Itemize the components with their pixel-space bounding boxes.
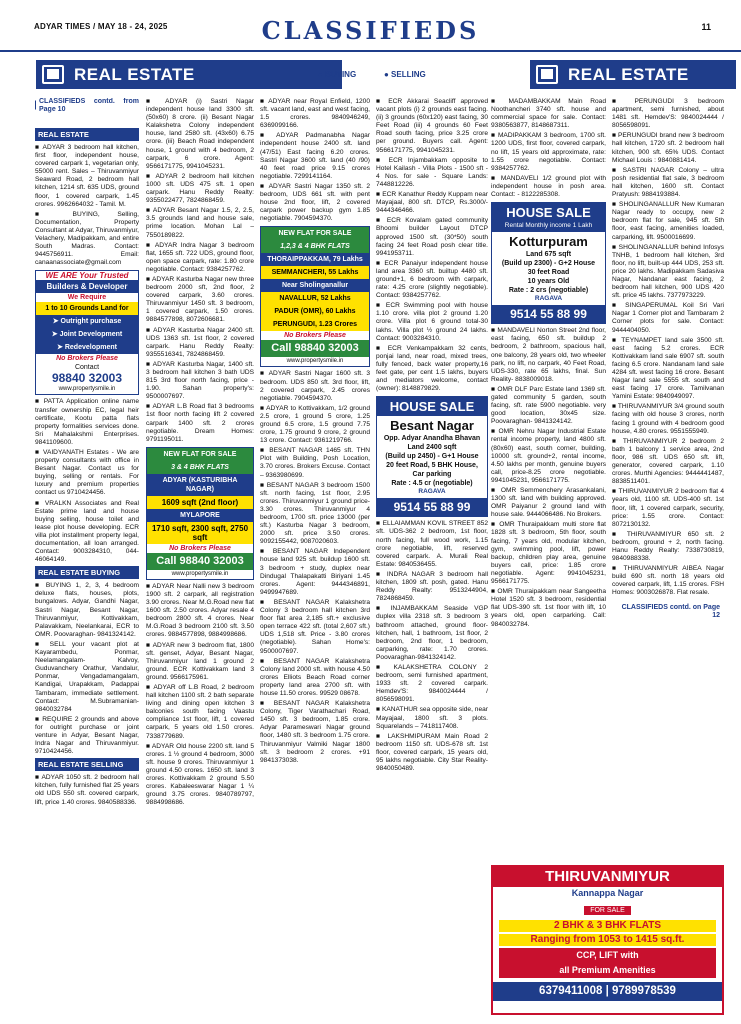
column-4 <box>376 98 488 1013</box>
ad-subheading: Kannappa Nagar <box>571 888 644 898</box>
ad-line: No Brokers Please <box>169 544 231 552</box>
classified-ad: ■ THIRUVANMIYUR 650 sft. 2 bedroom, ground + 2, north facing. Hanu Reddy Realty: 7338730819, 9840988338. <box>612 530 724 563</box>
ad-line: Rate : 2 crs (negotiable) <box>508 287 589 295</box>
classified-ad: ■ ADYAR 3 bedroom hall kitchen, first floor, independent house, covered carpark 1, vegetarian only, 55000 rent. Sales – Thiruvanmiyur Seaward Road, 2 bedroom hall kitchen, 1214 sft. 635 UDS, ground floor, 1 covered carpark, 1.45 crores. 9962664032 - Tamil. M. <box>35 144 139 208</box>
for-sale-tag: FOR SALE <box>584 906 631 915</box>
classified-ad: ■ MADAMBAKKAM Main Road Noothancheri 3740 sft. house and commercial space for sale. Contact: 9380563877, 8148687311. <box>491 98 606 130</box>
ad-phone: Call 98840 32003 <box>261 340 369 357</box>
classified-ad: ■ SELL your vacant plot at Kayarambedu, Ponmar, Neelamangalam- Kalvoy, Guduvanchery Orathur, Vandalur, Ponmar, Vengadamangalam, Kandigai, Urapakkam, Padappai Tambaram, immediate settlement. Contact: M.Subramanian- 9840032784 <box>35 640 139 713</box>
classified-ad: ■ ECR Venkampakkam 32 cents, ponjai land, near road, mixed trees, fully fenced, back water property,16 feet gate, per cent 1.5 lakhs, buyers and mediators welcome, contact (owner): 8148879829. <box>376 344 488 393</box>
ad-line: We Require <box>67 294 107 302</box>
ad-line: NAVALLUR, 52 Lakhs <box>261 292 369 305</box>
classified-ad: ■ ADYAR Kasturba Nagar 2400 sft. UDS 1363 sft. 1st floor, 2 covered carpark. Hanu Reddy Realty: 9355516341, 7824868459. <box>146 326 254 358</box>
classified-ad: ■ OMR Nehru Nagar Industrial Estate rental income property, land 4800 sft. (80x60) east, south corner, building, 10000 sft. ground+2, rental income, 4.50 lakhs per month, genuine buyers call, price-8.25 crore negotiable. 9941045231, 9566171775. <box>491 428 606 484</box>
column-2 <box>146 98 254 1013</box>
section-real-estate: REAL ESTATE <box>35 128 139 141</box>
house-sale-besant-nagar-ad <box>376 396 488 517</box>
classified-ad: ■ ADYAR Old house 2200 sft. land 5 crores. 1 ½ ground 4 bedroom, 3000 sft. house 9 crores. Thiruvanmiyur 1 ground 4.50 crores. 1650 sft. land 3 crores. Kottivakkam 2 ground 5.50 crores. Kabaleeswarar Nagar 1 ¼ ground 3.75 crores. 9840789797, 9884998686. <box>146 742 254 807</box>
classified-ad: ■ PATTA Application online name transfer ownership EC, legal heir certificate, Kootu patta flats property formalities services done. Sri Mahalakshmi Enterprises. 9841109600. <box>35 398 139 446</box>
classified-ad: ■ ADYAR (i) Sastri Nagar independent house land 3300 sft. (50x60) 8 crore. (ii) Besant Nagar Kalakshetra Colony independent house, land 2580 sft. (43x60) 6.75 crore. (iii) Beach Road independent house, 1 ground with 4 bedroom, 2 carpark, 6 crore. Agent: 9566171775, 9941045231. <box>146 98 254 170</box>
real-estate-band-left <box>36 60 342 89</box>
section-selling: REAL ESTATE SELLING <box>35 758 139 771</box>
ad-agent: RAGAVA <box>534 295 563 303</box>
masthead <box>0 0 741 52</box>
classified-ad: ■ SINGAPERUMAL Koil Sri Vari Nagar 1 Corner plot and Tambaram 2 Corner plots for sale. Contact: 9444404050. <box>612 302 724 334</box>
ad-line: Land 2400 sqft <box>407 444 457 452</box>
ad-line: Near Sholinganallur <box>261 279 369 292</box>
ad-line: THORAIPPAKKAM, 79 Lakhs <box>261 253 369 266</box>
band-label-left: REAL ESTATE <box>74 65 195 84</box>
classified-ad: ■ KALAKSHETRA COLONY 2 bedroom, semi furnished apartment, 1933 sft. 2 covered carpark. Hemdev'S: 9840024444 / 8056598091. <box>376 663 488 704</box>
ad-line: (Build up 2450) - G+1 House <box>385 453 479 461</box>
classified-ad: ■ ADYAR Kasturba Nagar new three bedroom 2000 sft, 2nd floor, 2 covered carpark, 3.60 crores. Thiruvanmiyur 1450 sft. 3 bedroom, 1 covered carpark, 1.50 crores. 9884577898, 8072606681. <box>146 275 254 324</box>
classified-ad: ■ BESANT NAGAR 3 bedroom 1500 sft. north facing, 1st floor, 2.95 crores. Thiruvanmiyur 1 ground price-3.30 crores. Thiruvanmiyur 4 bedroom, 1700 sft. price 13000 (per sft.) Kasturba Nagar 3 bedroom, 2000 sft. price 3.50 crores. 9092155442, 9087020603. <box>260 481 370 546</box>
classified-ad: ■ OMR Thuraipakkam near Sangeetha Hotel 1520 sft. 3 bedroom, residential flat UDS-390 sft. 1st floor with lift, 10 years old, open carparking. Call: 9840032784. <box>491 588 606 628</box>
column-1 <box>35 98 139 1013</box>
ad-line: 10 years Old <box>527 278 570 286</box>
ad-line: ADYAR (KASTURIBHA NAGAR) <box>147 474 253 496</box>
classified-ad: ■ ADYAR new 3 bedroom flat, 1800 sft. genset, Adyar, Besant Nagar, Thiruvanmiyur land 1 ground 2 ground. ECR Kottivakkam land 3 ground. 9566175961. <box>146 641 254 681</box>
ad-line: 2 BHK & 3 BHK FLATS <box>499 920 716 932</box>
classified-ad: ■ ECR Injambakkam opposite to Hotel Kailash - Villa Plots - 1500 sft - 4 Nos. for sale - Square Lands: 7448812226. <box>376 156 488 188</box>
ad-line: 30 feet Road <box>527 269 570 277</box>
classified-ad: ■ MANDAVELI Norton Street 2nd floor, east facing, 650 sft. buildup 2 bedroom, 2 bathroom, spacious hall, one balcony, 28 years old, two wheeler park, no lift, no carpark, 40 Feet Road, UDS-330, rate 65 lakhs, final. Sun Reality- 8838009018. <box>491 327 606 383</box>
selling-tag: ● SELLING <box>384 70 426 79</box>
classified-ad: ■ ADYAR Near Nalli new 3 bedroom 1900 sft. 2 carpark, all registration 3.90 crores. Near M.G.Road new flat 1600 sft. 2.50 crores. Adyar resale 4 bedroom 2800 sft. 4 crores. Near M.G.Road 3 bedroom 2100 sft. 3.50 crores. 9884577898, 9884998686. <box>146 582 254 639</box>
ad-heading: THIRUVANMIYUR <box>493 867 722 887</box>
classified-ad: ■ SHOLINGANALLUR behind Infosys TNHB, 1 bedroom hall kitchen, 3rd floor, no lift, built-up 444 UDS, 253 sft. price 20 lakhs. Madipakkam Sadasiva Nagar, Nandanar east facing, 2 bedroom hall kitchen, 900 UDS 420 sft. price 45 lakhs. 7377973229. <box>612 243 724 300</box>
classified-ad: ■ ECR Kovalam gated community Bhoomi builder Layout DTCP approved 1500 sft. (30*50) south facing 24 feet Road posh clear title. 9941953711. <box>376 217 488 257</box>
ad-line: Contact <box>74 364 100 372</box>
classified-ad: ■ BESANT NAGAR Kalakshetra Colony, Tiger Varathachari Road, 1450 sft. 3 bedroom, 1.85 crore. Adyar Parameswari Nagar ground floor, 1480 sft. 3 bedroom 1.75 crore. Thiruvanmiyur Valmiki Nagar 1800 sft. 3 bedroom 2 crores. +91 9841373038. <box>260 700 370 764</box>
classified-ad: ■ ECR Swimming pool with house 1.10 crore. villa plot 2 ground 1.20 crore. Villa plot 6 ground total-30 lakhs. Villa plot ½ ground 24 lakhs. Contact: 9003284310. <box>376 302 488 342</box>
contd-from-note: CLASSIFIEDS contd. from Page 10 <box>35 98 139 114</box>
new-flat-omr-display-ad <box>260 226 370 367</box>
classified-ad: ■ MANDAVELI 1/2 ground plot with independent house in posh area. Contact: - 8122285308. <box>491 174 606 199</box>
column-6 <box>612 98 724 858</box>
classified-ad: ■ ADYAR L.B Road flat 3 bedrooms 1st floor north facing lift 2 covered carpark 1400 sft. 2 crores negotiable. Dream Homes: 9791195011. <box>146 403 254 443</box>
classified-ad: ■ THIRUVANMIYUR 2 bedroom 2 bath 1 balcony 1 service area, 2nd floor, 986 sft. UDS 650 sft. lift, generator, covered carpark, 1.10 crores. Murthi Agencies: 9444441487, 8838511401. <box>612 437 724 486</box>
ad-line: Ranging from 1053 to 1415 sq.ft. <box>499 934 716 946</box>
classified-ad: ■ BESANT NAGAR Kalakshetra Colony land 2000 sft. with house 4.50 crores Elliots Beach Road corner property land area 2700 sft. with house 11.50 crores. 99529 08678. <box>260 657 370 697</box>
ad-line: 3 & 4 BHK FLATS <box>147 461 253 474</box>
ad-phone: 9514 55 88 99 <box>492 305 605 323</box>
classified-ad: ■ ADYAR 2 bedroom hall kitchen 1000 sft. UDS 475 sft. 1 open carpark. Hanu Reddy Realty: 9355022477, 7824868459. <box>146 172 254 205</box>
classified-ad: ■ TEYNAMPET land sale 3500 sft. east facing 5.2 crores. ECR Kottivakkam land sale 6907 sft. south facing 6.5 crore. Nandanam land sale 4284 sft. west facing 16 crore. Besant Nagar land sale 5555 sft. south and east facing 17 crore. Tamilvanan Yamini Estate: 9840949097. <box>612 336 724 401</box>
ad-line: Builders & Developer <box>36 280 138 293</box>
section-title: CLASSIFIEDS <box>261 16 480 45</box>
classified-ad: ■ BUYING, Selling, Documentation, Property Consultant at Adyar, Thiruvanmiyur, Velachery, Madipakkam, and entire South Madras. Contact: 9445756911. Email: canaanassociate@gmail.com <box>35 210 139 267</box>
ad-website: www.propertysmile.in <box>58 386 116 393</box>
ad-line: 1 to 10 Grounds Land for <box>36 302 138 315</box>
classified-ad: ■ ECR Akkarai Seacliff approved vacant plots (i) 2 grounds east facing. (ii) 3 grounds (60x120) east facing, 30 Feet Road (iii) 4 grounds 60 Feet Road south facing, price 3.25 crore per ground. Buyers call. Agent: 9566171775, 9941045231. <box>376 98 488 154</box>
ad-line: 1,2,3 & 4 BHK FLATS <box>261 240 369 253</box>
column-3 <box>260 98 370 1013</box>
ad-line: NEW FLAT FOR SALE <box>261 227 369 240</box>
ad-line: SEMMANCHERI, 55 Lakhs <box>261 266 369 279</box>
classified-ad: ■ BESANT NAGAR Independent house land 925 sft. buildup 1600 sft. 3 bedroom + study, duplex near Dindugal Thalapakatti Biriyani 1.45 crores. Agent: 9444346891, 9499947689. <box>260 548 370 596</box>
classified-ad: ■ KANATHUR sea opposite side, near Mayajaal, 1800 sft. 3 plots. Squarelands – 7418117408. <box>376 706 488 730</box>
classified-ad: ■ ADYAR Kasturba Nagar, 1400 sft. 3 bedroom hall kitchen 3 bath UDS 815 3rd floor north facing, price - 1.90. Sahan property's: 9500007697. <box>146 360 254 401</box>
classified-ad: ■ MADIPAKKAM 3 bedroom, 1700 sft. 1200 UDS, first floor, covered carpark, no lift, 15 years old approximate, rate: 1.55 crore negotiable. Contact: 9384257762. <box>491 132 606 172</box>
page-number: 11 <box>701 22 711 32</box>
ad-line: Opp. Adyar Anandha Bhavan <box>383 435 481 443</box>
section-buying: REAL ESTATE BUYING <box>35 566 139 579</box>
classified-ad: ■ ECR Panaiyur independent house land area 3360 sft. builtup 4480 sft. ground+1, 6 bedroom with carpark, rate: 4.25 crore (slightly negotiable). Contact: 9384257762. <box>376 259 488 300</box>
classified-ad: ■ THIRUVANMIYUR AIBEA Nagar build 690 sft. north 18 years old covered carpark, lift, 1.15 crores. FSH Homes: 9003026878. Flat resale. <box>612 565 724 597</box>
classified-ad: ■ SASTRI NAGAR Colony – ultra posh residential flat sale, 3 bedroom hall kitchen, 1600 sft. Contact Pratyush: 9884193884. <box>612 166 724 199</box>
classified-ad: ■ ELLAIAMMAN KOVIL STREET 852 sft. UDS-362 2 bedroom, 1st floor, north facing, full wood work, 1.15 crore negotiable, lift, reserved covered carpark. A. Murali Real Estate: 9840536455. <box>376 520 488 568</box>
buying-tag: ● BUYING <box>318 70 357 79</box>
house-sale-kotturpuram-ad <box>491 202 606 324</box>
ad-phone: 6379411008 | 9789978539 <box>493 982 722 1001</box>
ad-line: ➤ Outright purchase <box>36 315 138 328</box>
classified-ad: ■ SHOLINGANALLUR New Kumaran Nagar ready to occupy, new 2 bedroom flat for sale, 945 sft. 5th floor, east facing, amenities loaded, carparking, lift. 9500016699. <box>612 201 724 241</box>
ad-line: PERUNGUDI, 1.23 Crores <box>261 318 369 331</box>
classified-ad: ■ PERUNGUDI brand new 3 bedroom hall kitchen, 1720 sft. 2 bedroom hall kitchen, 900 sft. 65% UDS. Contact Michael Louis : 9840881414. <box>612 132 724 164</box>
ad-phone: 9514 55 88 99 <box>377 498 487 516</box>
ad-line: WE ARE Your Trusted <box>45 271 129 281</box>
thiruvanmiyur-flats-display-ad <box>491 865 724 1015</box>
ad-line: Car parking <box>412 471 452 479</box>
classified-ad: ■ VAIDYANATH Estates - We are property consultants with office in Besant Nagar. Contact us for buying, selling or rentals. For luxury and premium properties contact us 9710424456. <box>35 448 139 497</box>
ad-line: 1609 sqft (2nd floor) <box>147 496 253 509</box>
classified-ad: ■ BESANT NAGAR Kalakshetra Colony 3 bedroom hall kitchen 3rd floor flat area 2,185 sft.+ exclusive open terrace 422 sft. (total 2,607 sft.) UDS 1,518 sft. Price - 3.80 crores (negotiable). Sahan Home's: 9500007697. <box>260 598 370 655</box>
ad-line: (Build up 2300) - G+2 House <box>501 260 596 268</box>
classified-ad: ■ THIRUVANMIYUR 3/4 ground south facing with old house 3 crores, north facing 1 ground with 4 bedroom good house, 4.80 crores. 9551555949. <box>612 403 724 435</box>
ad-line: 20 feet Road, 5 BHK House, <box>386 462 478 470</box>
classified-ad: ■ OMR DLF Parc Estate land 1369 sft. gated community 5 garden, south facing, sft. rate 5900 negotiable. very good location, 30x45 size. Poovaraghan- 9841324142. <box>491 385 606 426</box>
ad-phone: Call 98840 32003 <box>147 553 253 570</box>
ad-line: all Premium Amenities <box>499 963 716 978</box>
ad-line: NEW FLAT FOR SALE <box>147 448 253 461</box>
ad-line: 1710 sqft, 2300 sqft, 2750 sqft <box>147 522 253 544</box>
ad-phone: 98840 32003 <box>51 371 123 386</box>
ad-website: www.propertysmile.in <box>286 358 344 365</box>
classified-ad: ■ INDRA NAGAR 3 bedroom hall kitchen, 1809 sft. posh, gated. Hanu Reddy Realty: 9513244904, 7824868459. <box>376 570 488 603</box>
ad-line: PADUR (OMR), 60 Lakhs <box>261 305 369 318</box>
classified-ad: ■ OMR Thuraipakkam multi store flat 1828 sft. 3 bedroom, 5th floor, south facing, 7 years old, modular kitchen, gym, swimming pool, lift, power backup, children play area, genuine buyers call, price: 1.85 crore negotiable. Agent: 9941045231, 9566171775. <box>491 521 606 586</box>
ad-line: Land 675 sqft <box>525 251 572 259</box>
ad-location: Kotturpuram <box>509 234 588 250</box>
house-icon <box>42 65 64 84</box>
classified-ad: ■ PERUNGUDI 3 bedroom apartment, semi furnished, about 1481 sft. Hemdev'S: 9840024444 / 8056598091. <box>612 98 724 130</box>
classified-ad: ■ ADYAR Sastri Nagar 1350 sft. 2 bedroom, UDS 661 sft. with pent house 2nd floor, lift, 2 covered carpark power backup gym 1.85 negotiable. 7904594370. <box>260 182 370 223</box>
ad-line: ➤ Redevelopment <box>36 341 138 354</box>
ad-heading: HOUSE SALE <box>492 203 605 222</box>
ad-line: No Brokers Please <box>284 332 346 340</box>
ad-line: Rate : 4.5 cr (negotiable) <box>391 480 473 488</box>
ad-line: ➤ Joint Development <box>36 328 138 341</box>
classified-ad: ■ ADYAR off L.B Road, 2 bedroom hall kitchen 1100 sft. 2 bath separate living and dining open kitchen 3 balconies south facing Vaastu compliance 1st floor, lift, 1 covered carpark, 5 years old 1.50 crores. 7338779689. <box>146 683 254 740</box>
ad-line: MYLAPORE <box>147 509 253 522</box>
ad-agent: RAGAVA <box>418 488 446 496</box>
ad-location: Besant Nagar <box>390 418 474 434</box>
classified-ad: ■ ECR Kanathur Reddy Kuppam near Mayajaal, 800 sft. DTCP, Rs.3000/- 9444346466. <box>376 191 488 215</box>
ad-line: No Brokers Please <box>56 355 118 363</box>
classified-ad: ■ BUYING 1, 2, 3, 4 bedroom deluxe flats, houses, plots, bungalows. Adyar, Gandhi Nagar, Sastri Nagar, Besant Nagar, Thiruvanmiyur, Kottivakkam, Palavakkam, Neelankarai, ECR to OMR. Poovaraghan- 9841324142. <box>35 582 139 638</box>
contd-on-note: CLASSIFIEDS contd. on Page 12 <box>621 603 720 619</box>
classified-ad: ■ VRALKN Associates and Real Estate prime land and house buying selling, house toilet and lease plot house developing. ECR villa plot installment property legal, documentation, all loan arranged. Contact: 9003284310, 044-46064149. <box>35 499 139 564</box>
classified-ad: ■ THIRUVANMIYUR 2 bedroom flat 4 years old, 1100 sft. UDS-400 sft. 1st floor, lift, 1 covered carpark, security, price: 1.55 crore. Contact: 8072130132. <box>612 488 724 528</box>
classified-ad: ■ BESANT NAGAR 1465 sft. THN Plot with Building, Posh Location, 3.70 crores. Brokers Excuse. Contact – 9363980699. <box>260 447 370 479</box>
classified-ad: ■ ADYAR Indra Nagar 3 bedroom flat, 1655 sft. 722 UDS, ground floor, open space carpark, rate: 1.80 crore negotiable. Contact: 9384257762. <box>146 241 254 273</box>
house-icon <box>536 65 558 84</box>
builders-display-ad <box>35 270 139 395</box>
classified-ad: ■ LAKSHMIPURAM Main Road 2 bedroom 1150 sft. UDS-678 sft. 1st floor, covered carpark, 15 years old, 95 lakhs negotiable. City Star Reality- 9840050489. <box>376 732 488 773</box>
ad-heading: HOUSE SALE <box>377 397 487 416</box>
ad-website: www.propertysmile.in <box>171 570 229 577</box>
classified-ad: ■ INJAMBAKKAM Seaside VGP duplex villa 2318 sft. 3 bedroom 3 bathroom attached, ground floor-kitchen, hall, 1 bathroom, 1st floor, 2 bedroom, 2nd floor, 1 bedroom, carparking, rate: 1.70 crores. Poovaraghan-9841324142. <box>376 605 488 661</box>
classified-ad: ■ ADYAR Besant Nagar 1.5, 2, 2.5, 3.5 grounds land and house sale, prime location. Mohan Lal – 7550189822. <box>146 207 254 239</box>
classified-ad: ■ ADYAR Padmanabha Nagar independent house 2400 sft. land (47/51) East facing 6.20 crores. Sastri Nagar 3600 sft. land (40 /90) 40 feet road price 9.15 crores negotiable. 7299141164. <box>260 132 370 180</box>
publication-line: ADYAR TIMES / MAY 18 - 24, 2025 <box>34 22 168 31</box>
real-estate-band-right <box>530 60 736 89</box>
band-label-right: REAL ESTATE <box>568 65 689 84</box>
ad-line: CCP, LIFT with <box>499 948 716 963</box>
classified-ad: ■ ADYAR to Kottivakkam, 1/2 ground 2.5 crore, 1 ground 5 crore, 1.25 ground 6.5 crore, 1.5 ground 7.75 crore, 1.75 ground 9 crore, 2 ground 13 crore. Contact: 9361219766. <box>260 404 370 445</box>
classified-ad: ■ ADYAR 1050 sft. 2 bedroom hall kitchen, fully furnished flat 25 years old UDS 550 sft. covered carpark, lift, price 1.40 crores. 9840588336. <box>35 774 139 806</box>
classified-ad: ■ OMR Semmenchery Arasankalani, 1300 sft. land with building approved. OMR Paiyanur 2 ground land with house sale. 9444066486. No Brokers. <box>491 487 606 519</box>
classified-ad: ■ ADYAR Sastri Nagar 1600 sft. 3 bedroom. UDS 850 sft. 3rd floor, lift, 2 covered carpark, 2.45 crores negotiable. 7904594370. <box>260 370 370 402</box>
classified-ad: ■ REQUIRE 2 grounds and above for outright purchase or joint venture in Adyar, Besant Nagar, Indra Nagar and Thiruvanmiyur. 9710424456. <box>35 715 139 756</box>
classified-ad: ■ ADYAR near Royal Enfield, 1200 sft. vacant land, east and west facing, 1.5 crores. 9840946249, 6369099166. <box>260 98 370 130</box>
ad-subheading: Rental Monthly income 1 Lakh <box>492 222 605 232</box>
new-flat-display-ad <box>146 447 254 580</box>
